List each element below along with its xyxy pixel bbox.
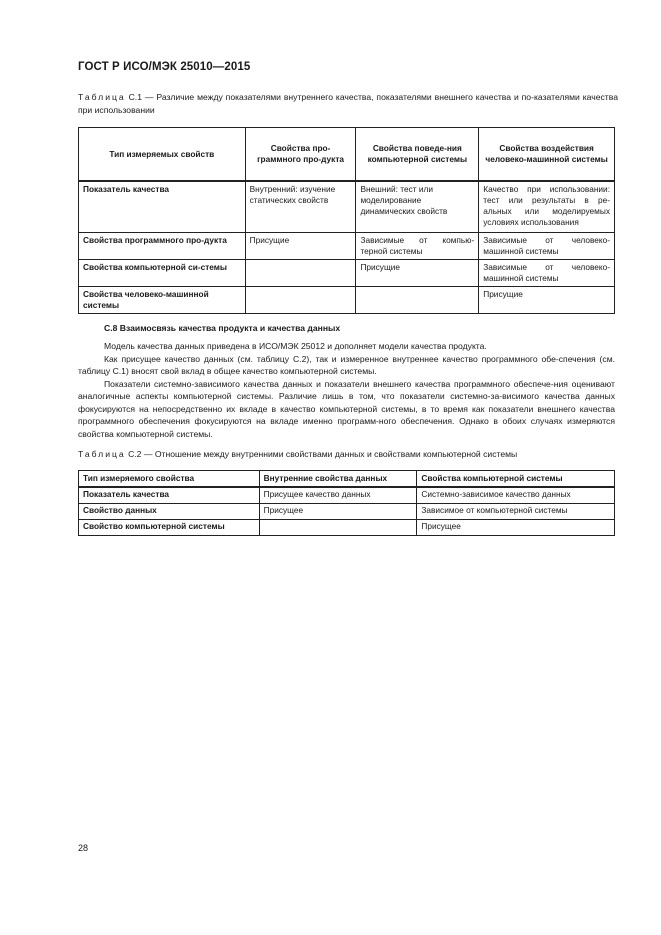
table-row xyxy=(79,504,615,520)
page-number: 28 xyxy=(78,843,89,853)
table1-label: Таблица xyxy=(78,92,126,102)
table1-caption xyxy=(78,91,618,116)
table-cell: Системно-зависимое качество данных xyxy=(417,487,615,504)
table-cell: Качество при использовании: тест или результаты в ре-альных или моделируемых условиях использования xyxy=(479,181,615,233)
table-row xyxy=(79,260,615,287)
table-cell xyxy=(356,287,479,314)
row-header-cell: Свойства программного про-дукта xyxy=(79,233,246,260)
table-header-row xyxy=(79,128,615,182)
row-header-cell: Свойство компьютерной системы xyxy=(79,520,260,536)
section-title: С.8 Взаимосвязь качества продукта и качества данных xyxy=(104,323,341,333)
table-cell: Присущие xyxy=(479,287,615,314)
column-header: Тип измеряемых свойств xyxy=(79,128,246,182)
section-body xyxy=(78,340,615,440)
table2-caption-text: С.2 — Отношение между внутренними свойствами данных и свойствами компьютерной системы xyxy=(125,449,518,459)
table-cell: Зависимые от компью-терной системы xyxy=(356,233,479,260)
table-cell: Внешний: тест или моделирование динамических свойств xyxy=(356,181,479,233)
table-row xyxy=(79,487,615,504)
table-data-vs-system xyxy=(78,470,615,536)
paragraph: Модель качества данных приведена в ИСО/МЭК 25012 и дополняет модели качества продукта. xyxy=(104,341,487,351)
table-cell: Внутренний: изучение статических свойств xyxy=(245,181,356,233)
table-cell: Присущие xyxy=(356,260,479,287)
row-header-cell: Показатель качества xyxy=(79,487,260,504)
paragraph: Показатели системно-зависимого качества данных и показатели внешнего качества программного обеспече-ния оценивают аналогичные аспекты компьютерной системы. Различие лишь в том, что показатели системно-за-висимого качества данных фокусируются на непосредственно их вкладе в качество компьютерной системы, в то время как показатели внешнего качества программного обеспечения фокусируются на вкладе именно программ-ного обеспечения. Однако в обоих случаях измеряются свойства компьютерной системы. xyxy=(78,378,615,439)
table2-caption xyxy=(78,448,618,461)
column-header: Свойства воздействия человеко-машинной системы xyxy=(479,128,615,182)
table-cell xyxy=(245,287,356,314)
row-header-cell: Свойства компьютерной си-стемы xyxy=(79,260,246,287)
column-header: Тип измеряемого свойства xyxy=(79,471,260,488)
table-cell xyxy=(245,260,356,287)
table-cell: Зависимые от человеко-машинной системы xyxy=(479,233,615,260)
table-quality-differences xyxy=(78,127,615,314)
table-cell: Присущее xyxy=(417,520,615,536)
document-header: ГОСТ Р ИСО/МЭК 25010—2015 xyxy=(78,61,251,73)
table-cell: Зависимые от человеко-машинной системы xyxy=(479,260,615,287)
table-header-row xyxy=(79,471,615,488)
paragraph: Как присущее качество данных (см. таблицу С.2), так и измеренное внутреннее качество программного обе-спечения (см. таблицу С.1) вносят свой вклад в общее качество компьютерной системы. xyxy=(78,353,615,376)
column-header: Свойства поведе-ния компьютерной системы xyxy=(356,128,479,182)
row-header-cell: Свойство данных xyxy=(79,504,260,520)
row-header-cell: Показатель качества xyxy=(79,181,246,233)
column-header: Свойства компьютерной системы xyxy=(417,471,615,488)
table-row xyxy=(79,520,615,536)
table-row xyxy=(79,181,615,233)
table-row xyxy=(79,233,615,260)
column-header: Свойства про-граммного про-дукта xyxy=(245,128,356,182)
table-row xyxy=(79,287,615,314)
table-cell xyxy=(259,520,417,536)
table1-caption-text: С.1 — Различие между показателями внутреннего качества, показателями внешнего качества и по-казателями качества при использовании xyxy=(78,92,618,115)
table-cell: Присущее качество данных xyxy=(259,487,417,504)
table-cell: Присущие xyxy=(245,233,356,260)
table-cell: Зависимое от компьютерной системы xyxy=(417,504,615,520)
table-cell: Присущее xyxy=(259,504,417,520)
column-header: Внутренние свойства данных xyxy=(259,471,417,488)
row-header-cell: Свойства человеко-машинной системы xyxy=(79,287,246,314)
table2-label: Таблица xyxy=(78,449,126,459)
